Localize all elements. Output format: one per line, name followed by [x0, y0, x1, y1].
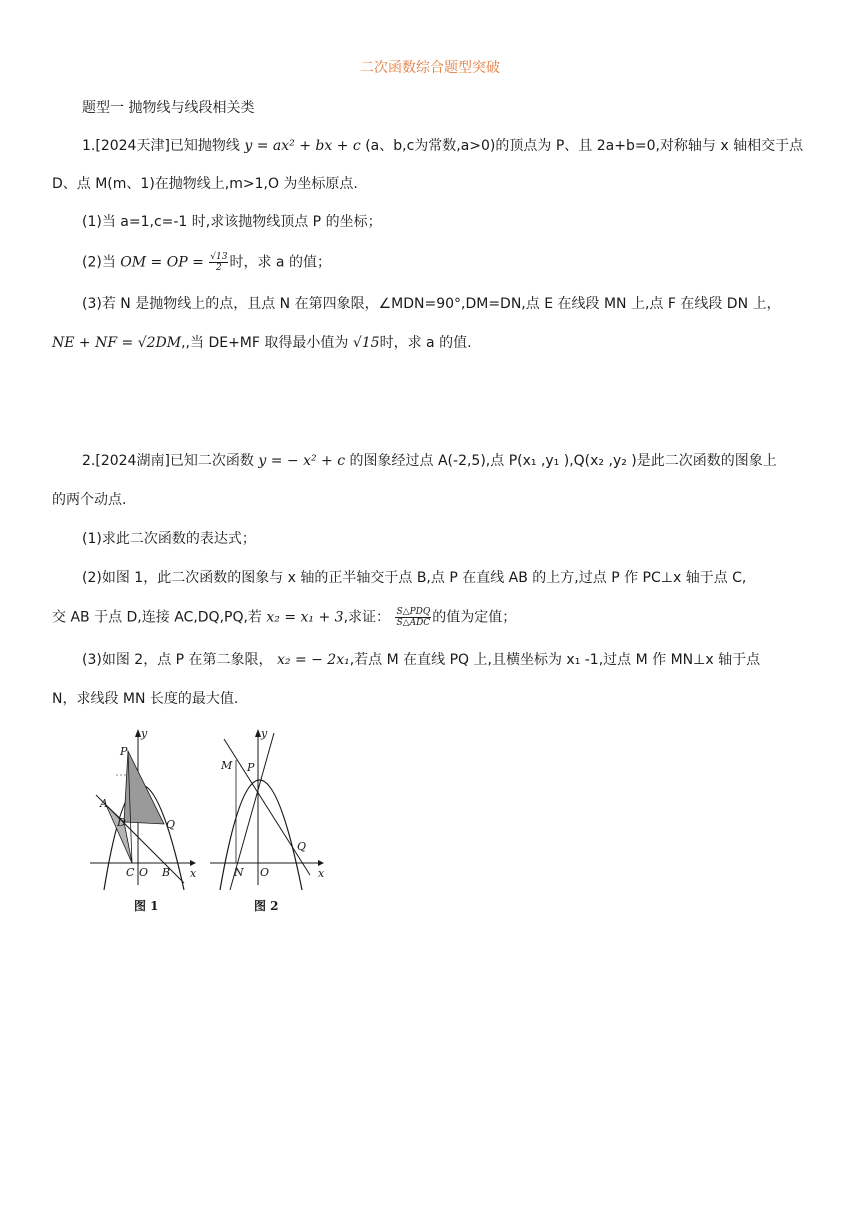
- fraction: [209, 252, 228, 273]
- label-q: Q: [166, 818, 176, 831]
- q3-text: (3)如图 2，点 P 在第二象限，: [82, 652, 273, 668]
- label-n: N: [234, 866, 244, 879]
- label-o: O: [139, 866, 149, 879]
- q3-suffix: 时，求 a 的值.: [379, 335, 472, 351]
- q3-value: √15: [352, 335, 380, 351]
- problem2-intro: 2.[2024湖南]已知二次函数: [82, 453, 254, 469]
- problem1-intro: 1.[2024天津]已知抛物线: [82, 138, 240, 154]
- label-d: D: [117, 816, 126, 829]
- problem1-equation: y = ax² + bx + c: [244, 138, 361, 154]
- figure-2: [206, 725, 331, 915]
- q2-suffix: 时，求 a 的值；: [229, 254, 331, 271]
- problem2-question2-line1: (2)如图 1，此二次函数的图象与 x 轴的正半轴交于点 B,点 P 在直线 AB 的上方,过点 P 作 PC⊥x 轴于点 C,: [82, 570, 747, 586]
- page-title: 二次函数综合题型突破: [360, 60, 500, 76]
- label-b: B: [162, 866, 171, 879]
- figure-1-graph: [86, 725, 201, 890]
- x-axis-arrow: [190, 860, 196, 866]
- q3-equation: NE + NF = √2DM: [52, 335, 182, 351]
- q2-prove: ,求证：: [343, 609, 391, 626]
- q2-text: 交 AB 于点 D,连接 AC,DQ,PQ,若: [52, 609, 262, 626]
- problem1-line2: D、点 M(m、1)在抛物线上,m>1,O 为坐标原点.: [52, 176, 358, 192]
- section-heading: 题型一 抛物线与线段相关类: [82, 100, 255, 116]
- problem2-question1: (1)求此二次函数的表达式；: [82, 531, 256, 547]
- fraction-numerator: √13: [210, 252, 228, 262]
- problem1-question3-line1: (3)若 N 是抛物线上的点，且点 N 在第四象限，∠MDN=90°,DM=DN,点 E 在线段 MN 上,点 F 在线段 DN 上，: [82, 296, 781, 312]
- problem2-line2: 的两个动点.: [52, 492, 127, 508]
- fraction-denominator: 2: [216, 263, 222, 273]
- q2-prefix: (2)当: [82, 254, 116, 271]
- problem1-line1: [82, 136, 803, 156]
- q2-equation: x₂ = x₁ + 3: [266, 609, 344, 626]
- label-y: y: [141, 727, 148, 740]
- problem1-question3-line2: [52, 333, 472, 353]
- label-q: Q: [297, 840, 307, 853]
- problem2-equation: y = − x² + c: [258, 453, 346, 469]
- area-ratio-fraction: [395, 607, 431, 628]
- label-o: O: [260, 866, 270, 879]
- label-p: P: [120, 745, 128, 758]
- label-x: x: [190, 867, 197, 880]
- problem2-question2-line2: [52, 607, 516, 628]
- label-m: M: [221, 759, 233, 772]
- q2-suffix: 的值为定值；: [432, 609, 517, 626]
- label-x: x: [318, 867, 325, 880]
- x-axis-arrow: [318, 860, 324, 866]
- label-c: C: [126, 866, 135, 879]
- q3-text2: ,若点 M 在直线 PQ 上,且横坐标为 x₁ -1,过点 M 作 MN⊥x 轴于点: [349, 652, 761, 668]
- figure-1: [86, 725, 201, 915]
- problem2-conditions: 的图象经过点 A(-2,5),点 P(x₁ ,y₁ ),Q(x₂ ,y₂ )是此二次函数的图象上: [349, 453, 777, 469]
- label-a: A: [100, 797, 108, 810]
- problem2-question3-line1: [82, 650, 760, 670]
- figure-2-graph: [206, 725, 331, 890]
- figure-2-caption: 图 2: [254, 899, 279, 913]
- problem1-question1: (1)当 a=1,c=-1 时,求该抛物线顶点 P 的坐标；: [82, 214, 382, 230]
- problem2-line1: [82, 451, 777, 471]
- figure-1-caption: 图 1: [134, 899, 159, 913]
- q3-text: ,,当 DE+MF 取得最小值为: [181, 335, 349, 351]
- problem1-question2: [82, 252, 331, 273]
- label-p: P: [247, 761, 255, 774]
- q2-equation: OM = OP =: [120, 254, 204, 271]
- q3-equation: x₂ = − 2x₁: [276, 652, 350, 668]
- fraction-denominator: S△ADC: [396, 618, 431, 628]
- problem1-conditions: (a、b,c为常数,a>0)的顶点为 P、且 2a+b=0,对称轴与 x 轴相交于点: [365, 138, 804, 154]
- problem2-question3-line2: N，求线段 MN 长度的最大值.: [52, 691, 239, 707]
- label-y: y: [261, 727, 268, 740]
- fraction-numerator: S△PDQ: [396, 607, 431, 617]
